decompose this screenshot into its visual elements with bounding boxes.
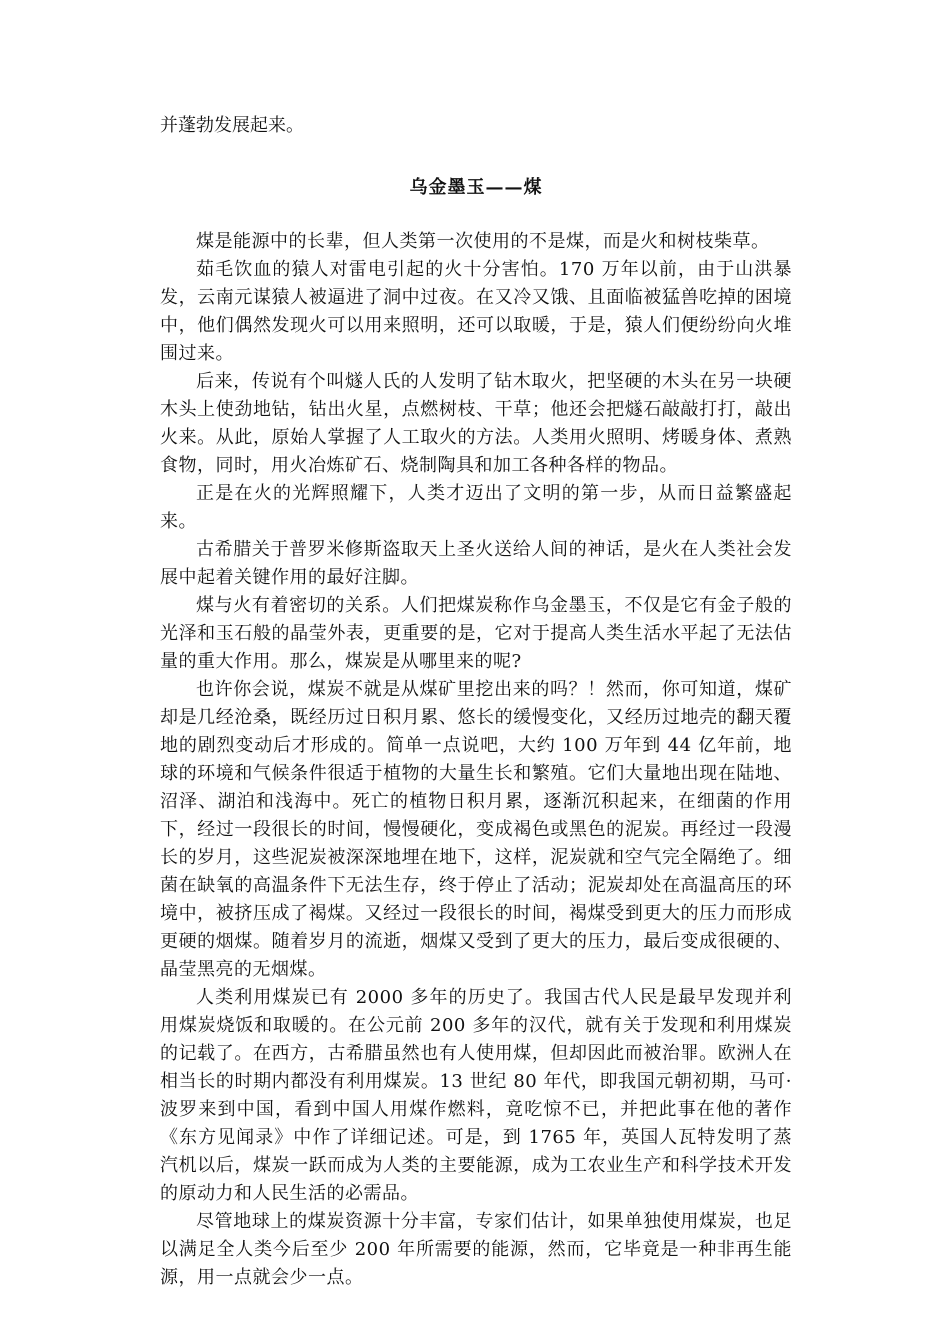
paragraph-9: 尽管地球上的煤炭资源十分丰富，专家们估计，如果单独使用煤炭，也足以满足全人类今后至少 200 年所需要的能源，然而，它毕竟是一种非再生能源，用一点就会少一点。 (160, 1211, 792, 1288)
paragraph-1: 煤是能源中的长辈，但人类第一次使用的不是煤，而是火和树枝柴草。 (196, 231, 770, 252)
paragraph-6: 煤与火有着密切的关系。人们把煤炭称作乌金墨玉，不仅是它有金子般的光泽和玉石般的晶莹外表，更重要的是，它对于提高人类生活水平起了无法估量的重大作用。那么，煤炭是从哪里来的呢? (160, 595, 792, 672)
paragraph-3: 后来，传说有个叫燧人氏的人发明了钻木取火，把坚硬的木头在另一块硬木头上使劲地钻，钻出火星，点燃树枝、干草；他还会把燧石敲敲打打，敲出火来。从此，原始人掌握了人工取火的方法。人类用火照明、烤暖身体、煮熟食物，同时，用火冶炼矿石、烧制陶具和加工各种各样的物品。 (160, 371, 792, 476)
document-page (160, 112, 792, 1292)
paragraph-4: 正是在火的光辉照耀下，人类才迈出了文明的第一步，从而日益繁盛起来。 (160, 483, 792, 532)
paragraph-2: 茹毛饮血的猿人对雷电引起的火十分害怕。170 万年以前，由于山洪暴发，云南元谋猿人被逼进了洞中过夜。在又冷又饿、且面临被猛兽吃掉的困境中，他们偶然发现火可以用来照明，还可以取暖，于是，猿人们便纷纷向火堆围过来。 (160, 259, 792, 364)
paragraph-7: 也许你会说，煤炭不就是从煤矿里挖出来的吗？！然而，你可知道，煤矿却是几经沧桑，既经历过日积月累、悠长的缓慢变化，又经历过地壳的翻天覆地的剧烈变动后才形成的。简单一点说吧，大约 100 万年到 44 亿年前，地球的环境和气候条件很适于植物的大量生长和繁殖。它们大量地出现在陆地、沼泽、湖泊和浅海中。死亡的植物日积月累，逐渐沉积起来，在细菌的作用下，经过一段很长的时间，慢慢硬化，变成褐色或黑色的泥炭。再经过一段漫长的岁月，这些泥炭被深深地埋在地下，这样，泥炭就和空气完全隔绝了。细菌在缺氧的高温条件下无法生存，终于停止了活动；泥炭却处在高温高压的环境中，被挤压成了褐煤。又经过一段很长的时间，褐煤受到更大的压力而形成更硬的烟煤。随着岁月的流逝，烟煤又受到了更大的压力，最后变成很硬的、晶莹黑亮的无烟煤。 (160, 679, 792, 980)
paragraph-8: 人类利用煤炭已有 2000 多年的历史了。我国古代人民是最早发现并利用煤炭烧饭和取暖的。在公元前 200 多年的汉代，就有关于发现和利用煤炭的记载了。在西方，古希腊虽然也有人使用煤，但却因此而被治罪。欧洲人在相当长的时期内都没有利用煤炭。13 世纪 80 年代，即我国元朝初期，马可·波罗来到中国，看到中国人用煤作燃料，竟吃惊不已，并把此事在他的著作《东方见闻录》中作了详细记述。可是，到 1765 年，英国人瓦特发明了蒸汽机以后，煤炭一跃而成为人类的主要能源，成为工农业生产和科学技术开发的原动力和人民生活的必需品。 (160, 987, 792, 1204)
paragraph-5: 古希腊关于普罗米修斯盗取天上圣火送给人间的神话，是火在人类社会发展中起着关键作用的最好注脚。 (160, 539, 792, 588)
section-title: 乌金墨玉——煤 (409, 177, 543, 198)
continued-line: 并蓬勃发展起来。 (160, 115, 304, 136)
